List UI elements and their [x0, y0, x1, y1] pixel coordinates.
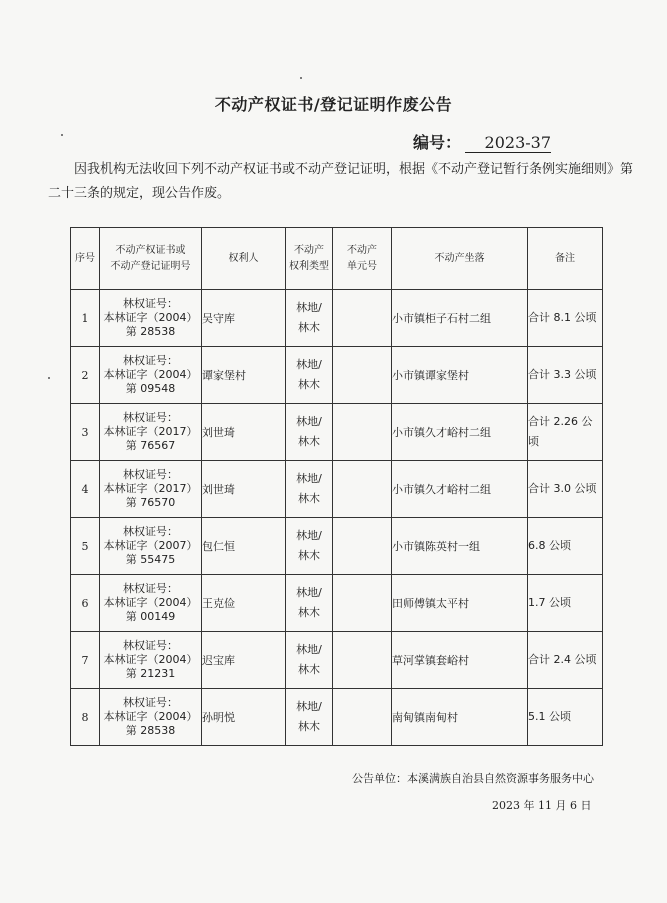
cell-location: 南甸镇南甸村 — [392, 689, 528, 746]
cell-type: 林地/ 林木 — [286, 461, 333, 518]
table-row — [71, 290, 603, 347]
cell-holder: 吴守库 — [202, 290, 286, 347]
document-title: 不动产权证书/登记证明作废公告 — [214, 95, 453, 114]
cell-location: 草河掌镇套峪村 — [392, 632, 528, 689]
cell-no: 6 — [71, 575, 100, 632]
cell-type: 林地/ 林木 — [286, 404, 333, 461]
cell-holder: 王克俭 — [202, 575, 286, 632]
header-no: 序号 — [71, 228, 100, 290]
cell-unit — [333, 632, 392, 689]
table-header-row — [71, 228, 603, 290]
table-row — [71, 518, 603, 575]
cell-type: 林地/ 林木 — [286, 347, 333, 404]
header-type: 不动产 权利类型 — [286, 228, 333, 290]
table-row — [71, 575, 603, 632]
cell-note: 合计 3.0 公顷 — [528, 461, 603, 518]
table-row — [71, 689, 603, 746]
cell-holder: 迟宝库 — [202, 632, 286, 689]
cell-no: 1 — [71, 290, 100, 347]
cell-holder: 谭家堡村 — [202, 347, 286, 404]
cell-note: 6.8 公顷 — [528, 518, 603, 575]
table-row — [71, 461, 603, 518]
cell-cert: 林权证号： 本林证字（2004） 第 00149 — [100, 575, 202, 632]
cell-no: 5 — [71, 518, 100, 575]
table-row — [71, 632, 603, 689]
scan-speck — [48, 377, 50, 379]
cell-no: 4 — [71, 461, 100, 518]
cell-location: 小市镇柜子石村二组 — [392, 290, 528, 347]
scan-speck — [300, 77, 302, 79]
cell-cert: 林权证号： 本林证字（2004） 第 28538 — [100, 290, 202, 347]
cell-type: 林地/ 林木 — [286, 632, 333, 689]
cell-holder: 刘世琦 — [202, 404, 286, 461]
cell-cert: 林权证号： 本林证字（2017） 第 76567 — [100, 404, 202, 461]
cell-location: 小市镇陈英村一组 — [392, 518, 528, 575]
cell-unit — [333, 518, 392, 575]
table-row — [71, 404, 603, 461]
cell-note: 合计 2.26 公顷 — [528, 404, 603, 461]
document-number — [413, 130, 551, 153]
cell-note: 1.7 公顷 — [528, 575, 603, 632]
cell-unit — [333, 689, 392, 746]
cell-no: 2 — [71, 347, 100, 404]
number-label: 编号： — [413, 133, 462, 152]
cell-type: 林地/ 林木 — [286, 689, 333, 746]
scan-speck — [61, 134, 63, 136]
cell-holder: 包仁恒 — [202, 518, 286, 575]
cell-cert: 林权证号： 本林证字（2004） 第 21231 — [100, 632, 202, 689]
cell-cert: 林权证号： 本林证字（2017） 第 76570 — [100, 461, 202, 518]
header-note: 备注 — [528, 228, 603, 290]
number-value: 2023-37 — [465, 133, 551, 153]
cell-no: 3 — [71, 404, 100, 461]
issuing-unit: 公告单位：本溪满族自治县自然资源事务服务中心 — [352, 772, 594, 785]
cell-location: 小市镇久才峪村二组 — [392, 461, 528, 518]
issue-date: 2023 年 11 月 6 日 — [492, 799, 592, 812]
cell-unit — [333, 290, 392, 347]
cell-unit — [333, 347, 392, 404]
header-holder: 权利人 — [202, 228, 286, 290]
header-unit: 不动产 单元号 — [333, 228, 392, 290]
cell-cert: 林权证号： 本林证字（2004） 第 09548 — [100, 347, 202, 404]
cell-note: 合计 8.1 公顷 — [528, 290, 603, 347]
cell-type: 林地/ 林木 — [286, 518, 333, 575]
cell-type: 林地/ 林木 — [286, 575, 333, 632]
cell-cert: 林权证号： 本林证字（2007） 第 55475 — [100, 518, 202, 575]
cell-type: 林地/ 林木 — [286, 290, 333, 347]
cell-location: 田师傅镇太平村 — [392, 575, 528, 632]
header-cert: 不动产权证书或 不动产登记证明号 — [100, 228, 202, 290]
table-row — [71, 347, 603, 404]
cell-unit — [333, 575, 392, 632]
cell-no: 8 — [71, 689, 100, 746]
cell-note: 合计 3.3 公顷 — [528, 347, 603, 404]
cell-location: 小市镇谭家堡村 — [392, 347, 528, 404]
cell-unit — [333, 404, 392, 461]
cell-holder: 刘世琦 — [202, 461, 286, 518]
cell-no: 7 — [71, 632, 100, 689]
cell-note: 合计 2.4 公顷 — [528, 632, 603, 689]
cell-holder: 孙明悦 — [202, 689, 286, 746]
cell-note: 5.1 公顷 — [528, 689, 603, 746]
cell-unit — [333, 461, 392, 518]
cell-location: 小市镇久才峪村二组 — [392, 404, 528, 461]
records-table — [70, 227, 603, 746]
header-location: 不动产坐落 — [392, 228, 528, 290]
intro-paragraph: 因我机构无法收回下列不动产权证书或不动产登记证明，根据《不动产登记暂行条例实施细则》第二十三条的规定，现公告作废。 — [48, 162, 634, 201]
cell-cert: 林权证号： 本林证字（2004） 第 28538 — [100, 689, 202, 746]
